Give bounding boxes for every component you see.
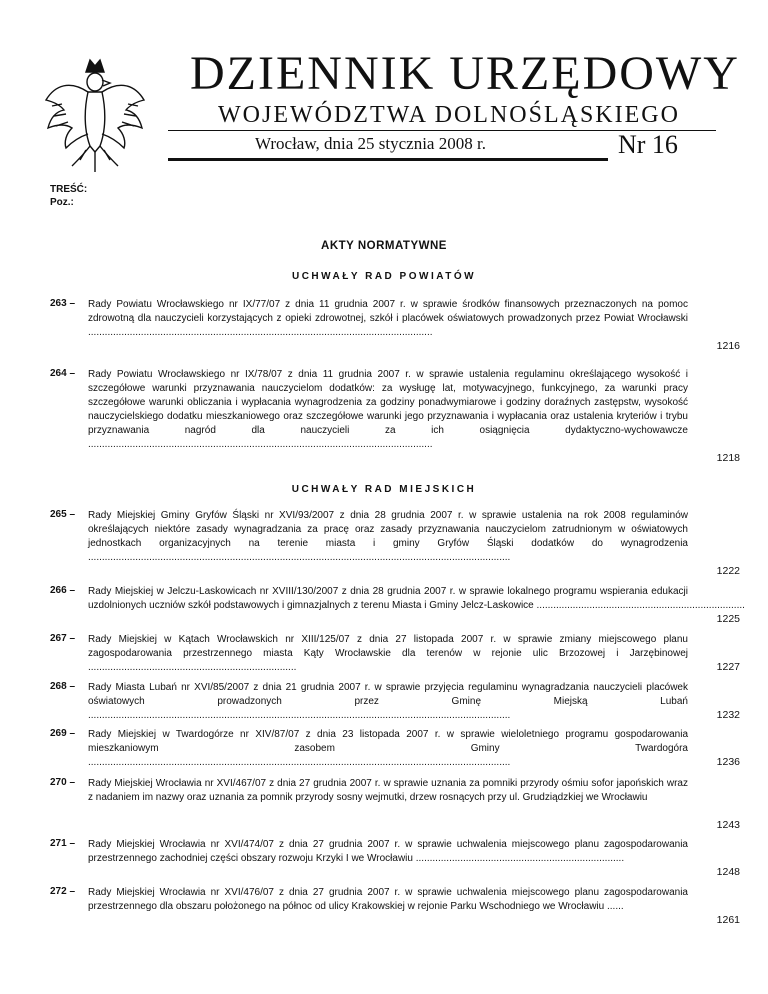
entry-number: 264 –	[50, 368, 76, 379]
toc-entry	[50, 509, 740, 579]
toc-entry	[50, 681, 740, 723]
entry-number: 272 –	[50, 886, 76, 897]
entry-page: 1216	[716, 340, 740, 352]
toc-entry	[50, 838, 740, 880]
entry-text: Rady Miejskiej w Jelczu-Laskowicach nr XVIII/130/2007 z dnia 28 grudnia 2007 r. w sprawie lokalnego programu wspierania edukacji uzdolnionych uczniów szkół podstawowych i gimnazjalnych z terenu Miasta i Gminy Jelcz-Laskowice ...........................................................................	[88, 586, 745, 611]
entry-text: Rady Miejskiej Wrocławia nr XVI/467/07 z dnia 27 grudnia 2007 r. w sprawie uznania za pomniki przyrody ośmiu sofor japońskich wraz z nadaniem im nazwy oraz uznania za pomnik przyrody sosny wejmutki, drzew rosnących przy ul. Grudziądzkiej we Wrocławiu	[88, 778, 688, 803]
entry-number: 269 –	[50, 728, 76, 739]
toc-entry	[50, 298, 740, 354]
toc-entry	[50, 777, 740, 833]
group-heading-county-councils: UCHWAŁY RAD POWIATÓW	[291, 271, 477, 282]
entry-page: 1243	[716, 819, 740, 831]
toc-entry	[50, 585, 745, 627]
entry-number: 265 –	[50, 509, 76, 520]
toc-entry	[50, 886, 740, 928]
section-heading: AKTY NORMATYWNE	[321, 240, 447, 252]
entry-page: 1248	[716, 866, 740, 878]
dateline: Wrocław, dnia 25 stycznia 2008 r.	[255, 134, 486, 153]
entry-page: 1236	[716, 756, 740, 768]
entry-text: Rady Miejskiej w Twardogórze nr XIV/87/07 z dnia 23 listopada 2007 r. w sprawie wieloletniego programu gospodarowania mieszkaniowym zasobem Gminy Twardogóra ........................................................................................................................................................	[88, 729, 688, 768]
entry-text: Rady Powiatu Wrocławskiego nr IX/77/07 z dnia 11 grudnia 2007 r. w sprawie środków finansowych przeznaczonych na pomoc zdrowotną dla nauczycieli korzystających z opieki zdrowotnej, szkół i placówek oświatowych prowadzonych przez Powiat Wrocławski ............................................................................................................................	[88, 299, 688, 338]
eagle-emblem-icon	[40, 50, 150, 178]
issue-number: Nr 16	[618, 130, 678, 159]
entry-number: 268 –	[50, 681, 76, 692]
group-heading-city-councils: UCHWAŁY RAD MIEJSKICH	[291, 484, 477, 495]
entry-number: 267 –	[50, 633, 76, 644]
entry-number: 271 –	[50, 838, 76, 849]
contents-label: TREŚĆ:	[50, 184, 88, 195]
entry-page: 1227	[716, 661, 740, 673]
entry-text: Rady Miejskiej w Kątach Wrocławskich nr XIII/125/07 z dnia 27 listopada 2007 r. w sprawie zmiany miejscowego planu zagospodarowania przestrzennego miasta Kąty Wrocławskie dla terenów w rejonie ulic Brzozowej i Jarzębinowej ...........................................................................	[88, 634, 688, 673]
toc-entry	[50, 633, 740, 675]
entry-page: 1232	[716, 709, 740, 721]
entry-number: 270 –	[50, 777, 76, 788]
entry-page: 1222	[716, 565, 740, 577]
entry-text: Rady Miasta Lubań nr XVI/85/2007 z dnia 21 grudnia 2007 r. w sprawie przyjęcia regulaminu wynagradzania nauczycieli placówek oświatowych prowadzonych przez Gminę Miejską Lubań ........................................................................................................................................................	[88, 682, 688, 721]
entry-number: 263 –	[50, 298, 76, 309]
header-rule-thick	[168, 158, 608, 161]
entry-text: Rady Miejskiej Wrocławia nr XVI/474/07 z dnia 27 grudnia 2007 r. w sprawie uchwalenia miejscowego planu zagospodarowania przestrzennego zachodniej części obszary rozwoju Krzyki I we Wrocławiu ...........................................................................	[88, 839, 688, 864]
entry-page: 1225	[716, 613, 740, 625]
entry-text: Rady Miejskiej Gminy Gryfów Śląski nr XVI/93/2007 z dnia 28 grudnia 2007 r. w sprawie ustalenia na rok 2008 regulaminów określających niektóre zasady wynagradzania za pracę oraz zasady przyznawania nauczycielom zatrudnionym w oświatowych jednostkach organizacyjnych na terenie miasta i gminy Gryfów Śląski dodatków do wynagrodzenia ........................................................................................................................................................	[88, 510, 688, 563]
toc-entry	[50, 368, 740, 480]
position-label: Poz.:	[50, 197, 74, 208]
entry-page: 1218	[716, 452, 740, 464]
entry-page: 1261	[716, 914, 740, 926]
toc-entry	[50, 728, 740, 770]
publication-title: DZIENNIK URZĘDOWY	[190, 47, 740, 100]
entry-text: Rady Miejskiej Wrocławia nr XVI/476/07 z dnia 27 grudnia 2007 r. w sprawie uchwalenia miejscowego planu zagospodarowania przestrzennego dla obszaru położonego na północ od ulicy Krakowskiej w rejonie Parku Wschodniego we Wrocławiu ......	[88, 887, 688, 912]
publication-subtitle: WOJEWÓDZTWA DOLNOŚLĄSKIEGO	[218, 102, 680, 128]
entry-text: Rady Powiatu Wrocławskiego nr IX/78/07 z dnia 11 grudnia 2007 r. w sprawie ustalenia regulaminu określającego wysokość i szczegółowe warunki przyznawania nauczycielom dodatków: za wysługę lat, motywacyjnego, funkcyjnego, za warunki pracy szczegółowe warunki obliczania i wypłacania wynagrodzenia za godziny ponadwymiarowe i godziny doraźnych zastępstw, wysokość nauczycielskiego dodatku mieszkaniowego oraz szczegółowe warunki jego przyznawania i wypłacania oraz ustalenia kryteriów i trybu przyznawania nagród dla nauczycieli za ich osiągnięcia dydaktyczno-wychowawcze ............................................................................................................................	[88, 369, 688, 450]
entry-number: 266 –	[50, 585, 76, 596]
